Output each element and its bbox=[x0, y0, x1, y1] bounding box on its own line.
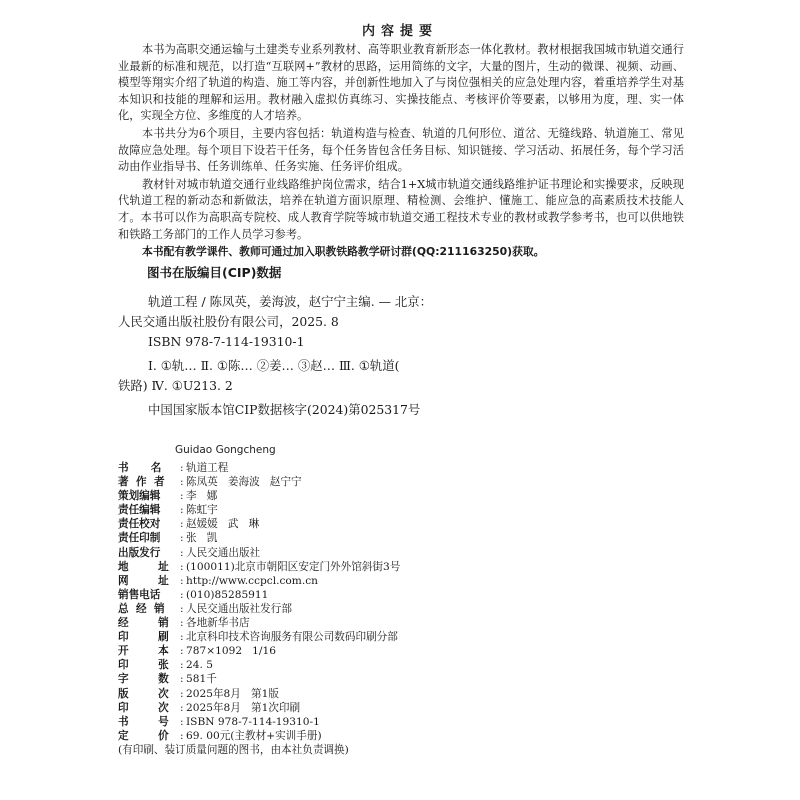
colophon-row-format: 开 本 : 787×1092 1/16 bbox=[118, 644, 678, 658]
colophon-label: 责任编辑 bbox=[118, 504, 161, 517]
colophon-row-title: 书 名 : 轨道工程 bbox=[118, 461, 678, 475]
colophon-value: 人民交通出版社 bbox=[186, 546, 261, 559]
colophon-row-planning-editor: 策划编辑 : 李 娜 bbox=[118, 489, 678, 503]
colophon-row-edition: 版 次 : 2025年8月 第1版 bbox=[118, 687, 678, 701]
summary-notice: 本书配有教学课件、教师可通过加入职教铁路教学研讨群(QQ:211163250)获取。 bbox=[142, 245, 545, 259]
colophon-label: 著 作 者 bbox=[118, 476, 165, 489]
colophon-value: 2025年8月 第1版 bbox=[186, 687, 279, 700]
colophon-row-general-distributor: 总 经 销 : 人民交通出版社发行部 bbox=[118, 602, 678, 616]
quality-note: (有印刷、装订质量问题的图书，由本社负责调换) bbox=[118, 743, 349, 756]
colophon-value: (100011)北京市朝阳区安定门外外馆斜街3号 bbox=[186, 560, 401, 573]
colophon-table bbox=[118, 461, 678, 757]
cip-block bbox=[118, 292, 698, 420]
colophon-label: 字 数 bbox=[118, 673, 169, 686]
colophon-value: 赵媛媛 武 琳 bbox=[186, 518, 260, 531]
colophon-row-sales-phone: 销售电话 : (010)85285911 bbox=[118, 588, 678, 602]
pinyin-title: Guidao Gongcheng bbox=[175, 444, 276, 456]
colophon-label: 责任印制 bbox=[118, 532, 161, 545]
colophon-row-printer: 印 刷 : 北京科印技术咨询服务有限公司数码印刷分部 bbox=[118, 630, 678, 644]
colophon-label: 责任校对 bbox=[118, 518, 161, 531]
colophon-row-website: 网 址 : http://www.ccpcl.com.cn bbox=[118, 574, 678, 588]
colophon-value: 陈凤英 姜海波 赵宁宁 bbox=[186, 476, 302, 489]
cip-line-classification: Ⅰ. ①轨… Ⅱ. ①陈… ②姜… ③赵… Ⅲ. ①轨道( bbox=[148, 358, 400, 373]
colophon-row-proofreader: 责任校对 : 赵媛媛 武 琳 bbox=[118, 517, 678, 531]
colophon-label: 销售电话 bbox=[118, 588, 161, 601]
colophon-label: 印 刷 bbox=[118, 631, 169, 644]
summary-paragraph-2: 本书共分为6个项目，主要内容包括：轨道构造与检查、轨道的几何形位、道岔、无缝线路、轨道施工、常见故障应急处理。每个项目下设若干任务，每个任务皆包含任务目标、知识链接、学习活动、拓展任务，每个学习活动由作业指导书、任务训练单、任务实施、任务评价组成。 bbox=[118, 126, 684, 174]
colophon-value: 轨道工程 bbox=[186, 462, 229, 474]
colophon-label: 出版发行 bbox=[118, 546, 161, 559]
colophon-label: 经 销 bbox=[118, 617, 169, 630]
summary-paragraph-3: 教材针对城市轨道交通行业线路维护岗位需求，结合1+X城市轨道交通线路维护证书理论和实操要求，反映现代轨道工程的新动态和新做法，培养在轨道方面识原理、精检测、会维护、懂施工、能应急的高素质技术技能人才。本书可以作为高职高专院校、成人教育学院等城市轨道交通工程技术专业的教材或教学参考书，也可以供地铁和铁路工务部门的工作人员学习参考。 bbox=[118, 177, 684, 241]
colophon-row-isbn: 书 号 : ISBN 978-7-114-19310-1 bbox=[118, 715, 678, 729]
summary-paragraph-1: 本书为高职交通运输与土建类专业系列教材、高等职业教育新形态一体化教材。教材根据我国城市轨道交通行业最新的标准和规范，以打造“互联网+”教材的思路，运用简练的文字，大量的图片，生动的微课、视频、动画、模型等翔实介绍了轨道的构造、施工等内容，并创新性地加入了与岗位强相关的应急处理内容，着重培养学生对基本知识和技能的理解和运用。教材融入虚拟仿真练习、实操技能点、考核评价等要素，以够用为度，理、实一体化，实现全方位、多维度的人才培养。 bbox=[118, 43, 684, 123]
colophon-value: 2025年8月 第1次印刷 bbox=[186, 701, 301, 714]
cip-line-isbn: ISBN 978-7-114-19310-1 bbox=[148, 334, 305, 349]
colophon-value: 69. 00元(主教材+实训手册) bbox=[186, 729, 322, 742]
colophon-label: 书 名 bbox=[118, 462, 162, 474]
colophon-label: 开 本 bbox=[118, 645, 169, 658]
colophon-row-print-supervisor: 责任印制 : 张 凯 bbox=[118, 531, 678, 545]
cip-line-publisher: 人民交通出版社股份有限公司，2025. 8 bbox=[118, 314, 339, 329]
colophon-row-editor: 责任编辑 : 陈虹宇 bbox=[118, 503, 678, 517]
colophon-row-price: 定 价 : 69. 00元(主教材+实训手册) bbox=[118, 729, 678, 743]
colophon-value: 581千 bbox=[186, 673, 217, 686]
colophon-label: 版 次 bbox=[118, 687, 169, 700]
colophon-row-sheets: 印 张 : 24. 5 bbox=[118, 658, 678, 672]
colophon-value: 陈虹宇 bbox=[186, 504, 218, 517]
colophon-row-printing: 印 次 : 2025年8月 第1次印刷 bbox=[118, 701, 678, 715]
colophon-label: 印 次 bbox=[118, 701, 169, 714]
summary-title: 内容提要 bbox=[361, 24, 438, 39]
colophon-row-address: 地 址 : (100011)北京市朝阳区安定门外外馆斜街3号 bbox=[118, 560, 678, 574]
colophon-value: 李 娜 bbox=[186, 490, 218, 503]
colophon-value: 北京科印技术咨询服务有限公司数码印刷分部 bbox=[186, 631, 398, 644]
colophon-row-publisher: 出版发行 : 人民交通出版社 bbox=[118, 546, 678, 560]
summary-body bbox=[118, 42, 684, 262]
colophon-label: 印 张 bbox=[118, 659, 169, 672]
colophon-value: 787×1092 1/16 bbox=[186, 645, 276, 658]
colophon-value: ISBN 978-7-114-19310-1 bbox=[186, 715, 320, 728]
colophon-row-distributor: 经 销 : 各地新华书店 bbox=[118, 616, 678, 630]
colophon-label: 总 经 销 bbox=[118, 602, 165, 615]
colophon-value: (010)85285911 bbox=[186, 588, 269, 601]
colophon-value: 张 凯 bbox=[186, 532, 218, 545]
colophon-label: 定 价 bbox=[118, 729, 169, 742]
cip-line-classification-cont: 铁路) Ⅳ. ①U213. 2 bbox=[118, 378, 233, 393]
cip-line-title: 轨道工程 / 陈凤英，姜海波，赵宁宁主编. — 北京： bbox=[148, 294, 433, 309]
colophon-value: 24. 5 bbox=[186, 659, 213, 672]
cip-heading: 图书在版编目(CIP)数据 bbox=[147, 265, 282, 280]
cip-line-record-number: 中国国家版本馆CIP数据核字(2024)第025317号 bbox=[148, 402, 421, 417]
colophon-value: http://www.ccpcl.com.cn bbox=[186, 574, 318, 587]
colophon-label: 地 址 bbox=[118, 560, 169, 573]
colophon-label: 书 号 bbox=[118, 715, 169, 728]
colophon-value: 人民交通出版社发行部 bbox=[186, 602, 292, 615]
colophon-row-word-count: 字 数 : 581千 bbox=[118, 672, 678, 686]
colophon-label: 策划编辑 bbox=[118, 490, 161, 503]
colophon-row-authors: 著 作 者 : 陈凤英 姜海波 赵宁宁 bbox=[118, 475, 678, 489]
colophon-label: 网 址 bbox=[118, 574, 169, 587]
colophon-value: 各地新华书店 bbox=[186, 617, 250, 630]
